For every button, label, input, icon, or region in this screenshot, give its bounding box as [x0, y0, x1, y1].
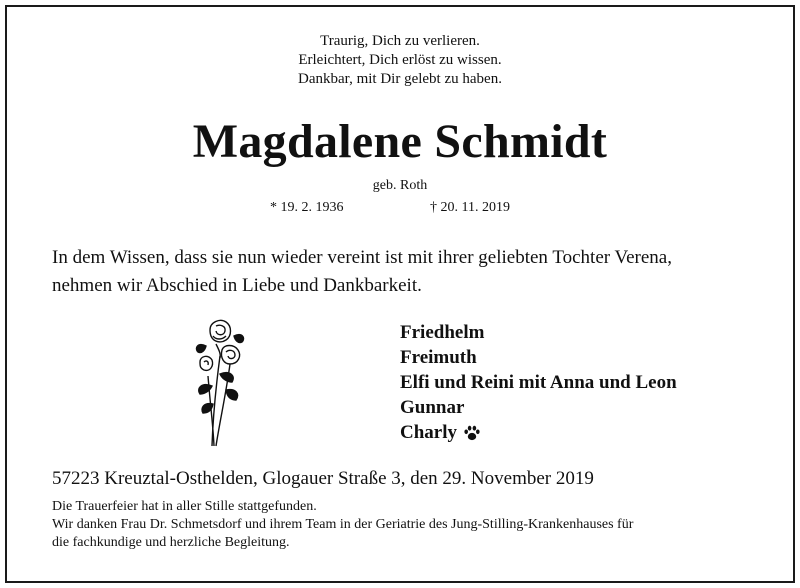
funeral-notes [52, 498, 772, 552]
survivor-name: Gunnar [400, 397, 465, 418]
survivor-name: Charly [400, 422, 457, 443]
maiden-name: geb. Roth [372, 178, 428, 193]
survivor-pet-row [400, 420, 677, 445]
rose-icon [186, 316, 252, 450]
poem-line: Dankbar, mit Dir gelebt zu haben. [298, 71, 502, 87]
note-line: Die Trauerfeier hat in aller Stille stattgefunden. [52, 499, 317, 514]
note-line: die fachkundige und herzliche Begleitung. [52, 535, 290, 550]
place-and-date: 57223 Kreuztal-Osthelden, Glogauer Straße 3, den 29. November 2019 [52, 468, 594, 489]
statement-line: nehmen wir Abschied in Liebe und Dankbarkeit. [52, 275, 422, 296]
deceased-name: Magdalene Schmidt [192, 115, 608, 168]
note-line: Wir danken Frau Dr. Schmetsdorf und ihrem Team in der Geriatrie des Jung-Stilling-Krankenhauses für [52, 517, 634, 532]
death-date: † 20. 11. 2019 [430, 200, 510, 215]
survivors-list [400, 320, 677, 445]
birth-date: * 19. 2. 1936 [270, 200, 344, 215]
poem [0, 32, 800, 89]
statement-line: In dem Wissen, dass sie nun wieder vereint ist mit ihrer geliebten Tochter Verena, [52, 247, 672, 268]
poem-line: Erleichtert, Dich erlöst zu wissen. [298, 52, 502, 68]
survivor-name: Friedhelm [400, 322, 485, 343]
survivor-name: Freimuth [400, 347, 477, 368]
poem-line: Traurig, Dich zu verlieren. [320, 33, 480, 49]
survivor-name: Elfi und Reini mit Anna und Leon [400, 372, 677, 393]
farewell-statement [52, 244, 772, 300]
paw-icon [463, 424, 481, 442]
